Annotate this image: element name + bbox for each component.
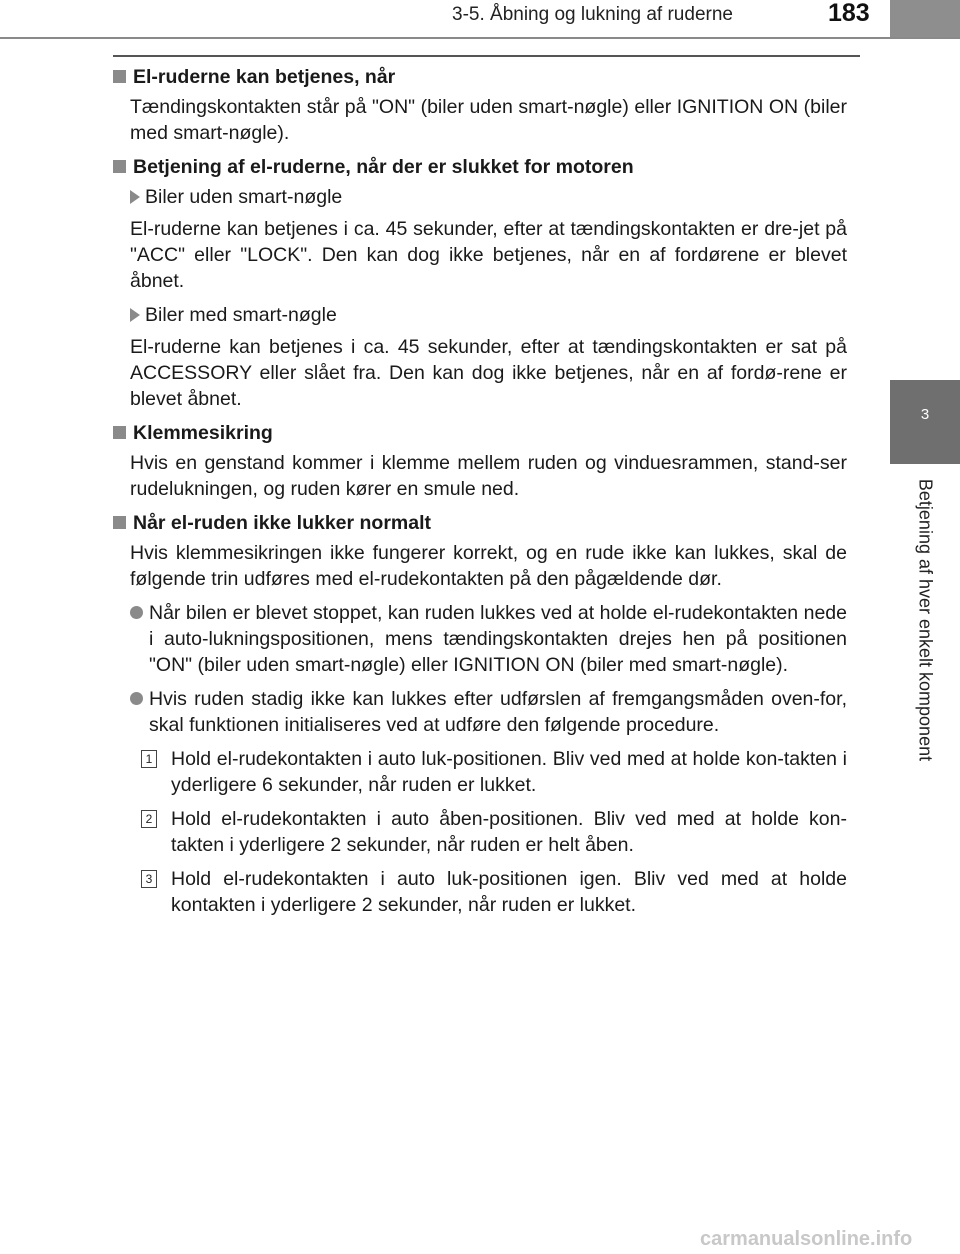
step-number: 1: [141, 750, 157, 768]
square-bullet-icon: [113, 516, 126, 529]
circle-bullet-icon: [130, 692, 143, 705]
paragraph: El-ruderne kan betjenes i ca. 45 sekunder, efter at tændingskontakten er dre-jet på "ACC" eller "LOCK". Den kan dog ikke betjenes, når en af fordørene er blevet åbnet.: [130, 218, 847, 292]
sub-heading: [130, 302, 847, 328]
step-text: Hold el-rudekontakten i auto luk-positionen igen. Bliv ved med at holde kontakten i yderligere 2 sekunder, når ruden er lukket.: [171, 868, 847, 916]
page-number: 183: [828, 0, 870, 27]
section-header: 3-5. Åbning og lukning af ruderne: [452, 4, 733, 25]
sub-heading: [130, 184, 847, 210]
triangle-arrow-icon: [130, 308, 140, 322]
step-item: [141, 866, 847, 918]
sub-heading-text: Biler med smart-nøgle: [145, 304, 337, 326]
step-item: [141, 806, 847, 858]
triangle-arrow-icon: [130, 190, 140, 204]
square-bullet-icon: [113, 426, 126, 439]
main-content: [113, 64, 847, 926]
sub-heading-text: Biler uden smart-nøgle: [145, 186, 343, 208]
bullet-text: Når bilen er blevet stoppet, kan ruden lukkes ved at holde el-rudekontakten nede i auto-lukningspositionen, mens tændingskontakten drejes hen på positionen "ON" (biler uden smart-nøgle) eller IGNITION ON (biler med smart-nøgle).: [149, 602, 847, 676]
section-heading: [113, 510, 847, 536]
step-item: [141, 746, 847, 798]
content-top-rule: [113, 55, 860, 57]
circle-bullet-icon: [130, 606, 143, 619]
heading-text: Når el-ruden ikke lukker normalt: [133, 512, 432, 534]
bullet-text: Hvis ruden stadig ikke kan lukkes efter udførslen af fremgangsmåden oven-for, skal funktionen initialiseres ved at udføre den følgende procedure.: [149, 688, 847, 736]
section-heading: [113, 64, 847, 90]
square-bullet-icon: [113, 160, 126, 173]
paragraph: Tændingskontakten står på "ON" (biler uden smart-nøgle) eller IGNITION ON (biler med smart-nøgle).: [130, 96, 847, 144]
square-bullet-icon: [113, 70, 126, 83]
chapter-title: Betjening af hver enkelt komponent: [915, 478, 936, 762]
section-heading: [113, 154, 847, 180]
bullet-item: [130, 600, 847, 678]
step-number: 3: [141, 870, 157, 888]
step-text: Hold el-rudekontakten i auto åben-positionen. Bliv ved med at holde kon-takten i yderligere 2 sekunder, når ruden er helt åben.: [171, 808, 847, 856]
paragraph: Hvis klemmesikringen ikke fungerer korrekt, og en rude ikke kan lukkes, skal de følgende trin udføres med el-rudekontakten på den pågældende dør.: [130, 542, 847, 590]
step-text: Hold el-rudekontakten i auto luk-positionen. Bliv ved med at holde kon-takten i yderligere 6 sekunder, når ruden er lukket.: [171, 748, 847, 796]
bullet-item: [130, 686, 847, 738]
paragraph: El-ruderne kan betjenes i ca. 45 sekunder, efter at tændingskontakten er sat på ACCESSORY eller slået fra. Den kan dog ikke betjenes, når en af fordø-rene er blevet åbnet.: [130, 336, 847, 410]
step-number: 2: [141, 810, 157, 828]
heading-text: Klemmesikring: [133, 422, 273, 444]
heading-text: El-ruderne kan betjenes, når: [133, 66, 396, 88]
header-divider: [0, 37, 960, 39]
heading-text: Betjening af el-ruderne, når der er slukket for motoren: [133, 156, 634, 178]
header-tab-block: [890, 0, 960, 37]
paragraph: Hvis en genstand kommer i klemme mellem ruden og vinduesrammen, stand-ser rudelukningen, og ruden kører en smule ned.: [130, 452, 847, 500]
watermark: carmanualsonline.info: [700, 1228, 913, 1250]
section-heading: [113, 420, 847, 446]
chapter-tab: 3: [890, 380, 960, 464]
